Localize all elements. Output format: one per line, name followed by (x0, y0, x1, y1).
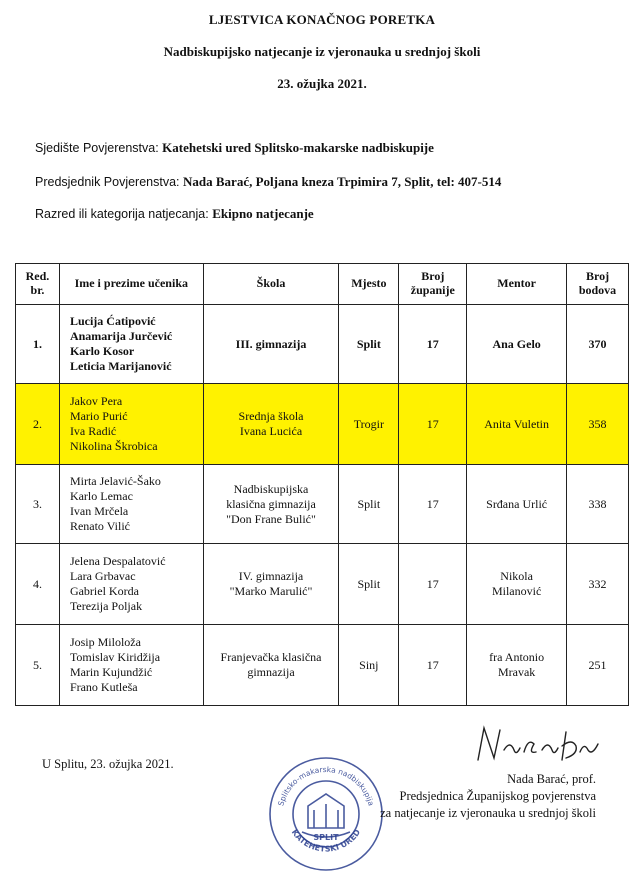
county-cell: 17 (399, 305, 467, 384)
students-cell: Jelena Despalatović Lara Grbavac Gabriel Korda Terezija Poljak (59, 544, 203, 625)
signer-title-line-1: Predsjednica Županijskog povjerenstva (399, 789, 596, 803)
points-cell: 251 (567, 625, 629, 706)
county-cell: 17 (399, 465, 467, 544)
office-seal-stamp (266, 754, 386, 874)
mentor-cell: Anita Vuletin (467, 384, 567, 465)
header-names: Ime i prezime učenika (59, 264, 203, 305)
signer-name: Nada Barać, prof. (507, 772, 596, 786)
seal-bottom-text: KATEHETSKI URED (289, 827, 363, 854)
rank-cell: 4. (16, 544, 60, 625)
rank-cell: 1. (16, 305, 60, 384)
rank-cell: 2. (16, 384, 60, 465)
school-cell: III. gimnazija (203, 305, 339, 384)
seal-outer-text: Splitsko-makarska nadbiskupija (276, 764, 376, 807)
rank-cell: 3. (16, 465, 60, 544)
place-date: U Splitu, 23. ožujka 2021. (42, 757, 174, 771)
info-president (35, 174, 501, 190)
students-cell: Josip Miloloža Tomislav Kiridžija Marin Kujundžić Frano Kutleša (59, 625, 203, 706)
info-seat (35, 140, 434, 156)
table-row (16, 465, 629, 544)
ranking-table (15, 263, 629, 706)
svg-text:Splitsko-makarska nadbiskupija (276, 765, 375, 807)
points-cell: 370 (567, 305, 629, 384)
county-cell: 17 (399, 544, 467, 625)
header-place: Mjesto (339, 264, 399, 305)
points-cell: 332 (567, 544, 629, 625)
place-cell: Split (339, 465, 399, 544)
table-header-row (16, 264, 629, 305)
seal-city: SPLIT (313, 833, 339, 842)
mentor-cell: Nikola Milanović (467, 544, 567, 625)
mentor-cell: fra Antonio Mravak (467, 625, 567, 706)
info-president-value: Nada Barać, Poljana kneza Trpimira 7, Split, tel: 407-514 (183, 174, 502, 189)
header-school: Škola (203, 264, 339, 305)
table-row (16, 384, 629, 465)
info-category-label: Razred ili kategorija natjecanja: (35, 207, 209, 221)
students-cell: Lucija Ćatipović Anamarija Jurčević Karlo Kosor Leticia Marijanović (59, 305, 203, 384)
points-cell: 358 (567, 384, 629, 465)
county-cell: 17 (399, 625, 467, 706)
document-date: 23. ožujka 2021. (277, 76, 367, 91)
school-cell: Franjevačka klasična gimnazija (203, 625, 339, 706)
info-seat-value: Katehetski ured Splitsko-makarske nadbiskupije (162, 140, 434, 155)
info-president-label: Predsjednik Povjerenstva: (35, 175, 180, 189)
handwritten-signature (470, 722, 610, 770)
place-cell: Split (339, 544, 399, 625)
school-cell: Srednja škola Ivana Lucića (203, 384, 339, 465)
place-cell: Split (339, 305, 399, 384)
document-subtitle: Nadbiskupijsko natjecanje iz vjeronauka u srednjoj školi (163, 44, 481, 59)
header-mentor: Mentor (467, 264, 567, 305)
place-cell: Trogir (339, 384, 399, 465)
header-points: Broj bodova (567, 264, 629, 305)
header-rank: Red. br. (16, 264, 60, 305)
info-category-value: Ekipno natjecanje (212, 206, 314, 221)
school-cell: IV. gimnazija "Marko Marulić" (203, 544, 339, 625)
header-county: Broj županije (399, 264, 467, 305)
place-cell: Sinj (339, 625, 399, 706)
county-cell: 17 (399, 384, 467, 465)
table-row (16, 305, 629, 384)
points-cell: 338 (567, 465, 629, 544)
table-row (16, 625, 629, 706)
info-category (35, 206, 314, 222)
mentor-cell: Ana Gelo (467, 305, 567, 384)
signer-title-line-2: za natjecanje iz vjeronauka u srednjoj školi (380, 806, 596, 820)
students-cell: Mirta Jelavić-Šako Karlo Lemac Ivan Mrčela Renato Vilić (59, 465, 203, 544)
school-cell: Nadbiskupijska klasična gimnazija "Don Frane Bulić" (203, 465, 339, 544)
mentor-cell: Srđana Urlić (467, 465, 567, 544)
table-row (16, 544, 629, 625)
document-title: LJESTVICA KONAČNOG PORETKA (208, 12, 436, 27)
rank-cell: 5. (16, 625, 60, 706)
info-seat-label: Sjedište Povjerenstva: (35, 141, 159, 155)
students-cell: Jakov Pera Mario Purić Iva Radić Nikolina Škrobica (59, 384, 203, 465)
